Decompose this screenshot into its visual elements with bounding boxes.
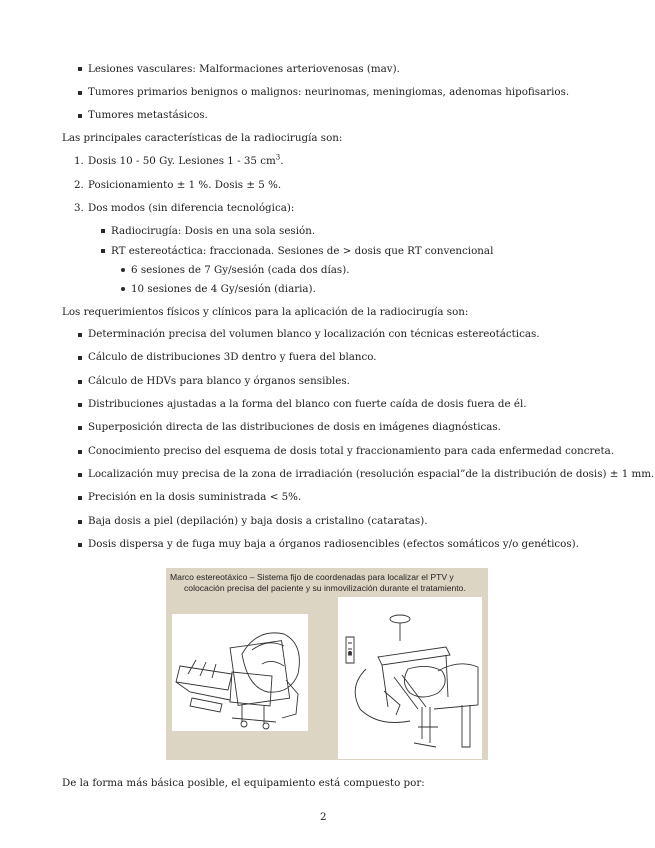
list-item <box>88 155 284 167</box>
list-item: Cálculo de HDVs para blanco y órganos sensibles. <box>88 375 350 387</box>
list-number: 1. <box>74 155 84 167</box>
bullet-marker <box>78 426 82 430</box>
list-item: Precisión en la dosis suministrada < 5%. <box>88 491 302 503</box>
bullet-marker <box>78 520 82 524</box>
bullet-marker <box>101 249 105 253</box>
list-item: Posicionamiento ± 1 %. Dosis ± 5 %. <box>88 179 282 191</box>
bullet-marker <box>101 229 105 233</box>
figure-caption-line-2: colocación precisa del paciente y su inmovilización durante el tratamiento. <box>184 583 466 593</box>
requirements-intro: Los requerimientos físicos y clínicos para la aplicación de la radiocirugía son: <box>62 306 469 318</box>
characteristics-intro: Las principales características de la radiocirugía son: <box>62 132 343 144</box>
bullet-marker <box>78 91 82 95</box>
list-item: Radiocirugía: Dosis en una sola sesión. <box>111 225 316 237</box>
item-text: Dosis 10 - 50 Gy. Lesiones 1 - 35 cm <box>88 155 276 167</box>
frame-illustration-left <box>172 614 308 731</box>
list-item: Cálculo de distribuciones 3D dentro y fuera del blanco. <box>88 351 377 363</box>
bullet-marker <box>78 356 82 360</box>
list-item: Tumores primarios benignos o malignos: neurinomas, meningiomas, adenomas hipofisarios. <box>88 86 570 98</box>
bullet-marker <box>78 496 82 500</box>
list-item: Dos modos (sin diferencia tecnológica): <box>88 202 295 214</box>
bullet-marker <box>121 268 125 272</box>
bullet-marker <box>121 287 125 291</box>
list-item: Superposición directa de las distribuciones de dosis en imágenes diagnósticas. <box>88 421 501 433</box>
list-item: 10 sesiones de 4 Gy/sesión (diaria). <box>131 283 316 295</box>
item-text-end: . <box>280 155 284 167</box>
list-item: Localización muy precisa de la zona de irradiación (resolución espacial”de la distribución de dosis) ± 1 mm. <box>88 468 655 480</box>
superscript: 3 <box>275 153 281 162</box>
list-item: Baja dosis a piel (depilación) y baja dosis a cristalino (cataratas). <box>88 515 428 527</box>
list-item: 6 sesiones de 7 Gy/sesión (cada dos días). <box>131 264 350 276</box>
list-number: 2. <box>74 179 84 191</box>
list-item: Distribuciones ajustadas a la forma del blanco con fuerte caída de dosis fuera de él. <box>88 398 527 410</box>
bullet-marker <box>78 114 82 118</box>
frame-illustration-right <box>338 597 482 759</box>
patient-positioning-drawing <box>338 597 482 759</box>
bullet-marker <box>78 543 82 547</box>
page-number: 2 <box>320 811 327 823</box>
list-item: Tumores metastásicos. <box>88 109 208 121</box>
bullet-marker <box>78 473 82 477</box>
list-item: Determinación precisa del volumen blanco y localización con técnicas estereotácticas. <box>88 328 540 340</box>
list-number: 3. <box>74 202 84 214</box>
bullet-marker <box>78 67 82 71</box>
bullet-marker <box>78 450 82 454</box>
bullet-marker <box>78 333 82 337</box>
bullet-marker <box>78 403 82 407</box>
figure-caption-line-1: Marco estereotáxico – Sistema fijo de coordenadas para localizar el PTV y <box>170 572 454 582</box>
list-item: Conocimiento preciso del esquema de dosis total y fraccionamiento para cada enfermedad concreta. <box>88 445 615 457</box>
list-item: Dosis dispersa y de fuga muy baja a órganos radiosencibles (efectos somáticos y/o genéticos). <box>88 538 579 550</box>
list-item: RT estereotáctica: fraccionada. Sesiones de > dosis que RT convencional <box>111 245 494 257</box>
stereotactic-frame-drawing <box>172 614 308 731</box>
bullet-marker <box>78 380 82 384</box>
equipment-intro: De la forma más básica posible, el equipamiento está compuesto por: <box>62 777 425 789</box>
list-item: Lesiones vasculares: Malformaciones arteriovenosas (mav). <box>88 63 400 75</box>
